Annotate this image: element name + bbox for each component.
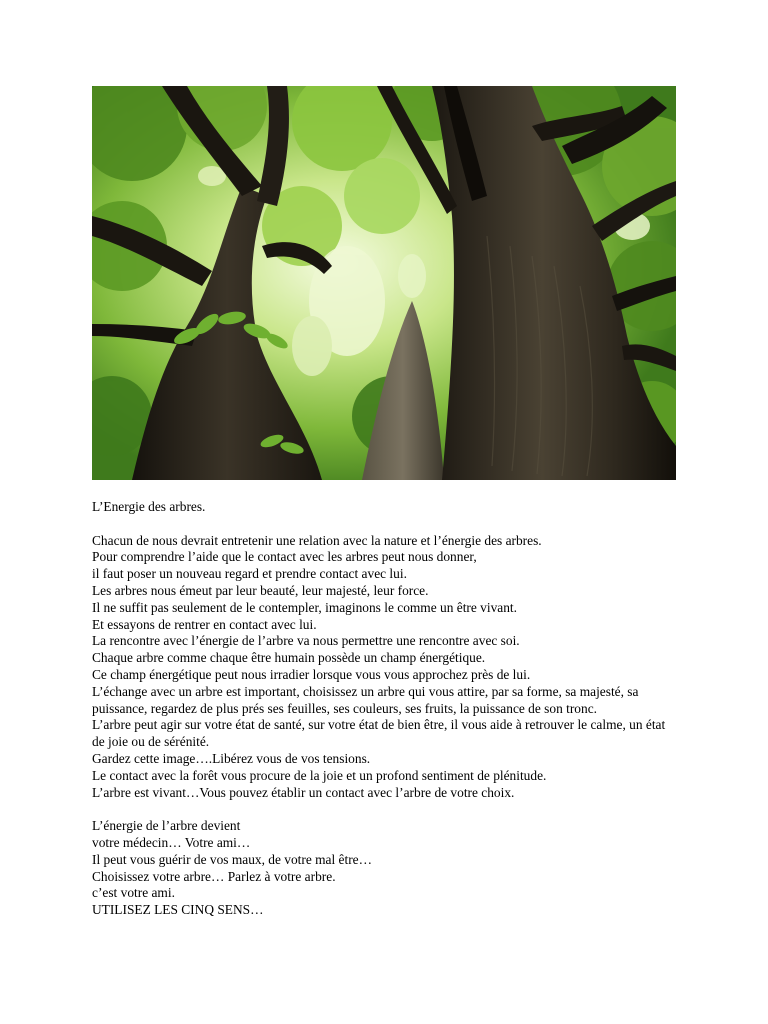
text-line: L’arbre est vivant…Vous pouvez établir un contact avec l’arbre de votre choix.	[92, 784, 515, 800]
text-line: Choisissez votre arbre… Parlez à votre arbre.	[92, 868, 336, 884]
tree-canopy-photo	[92, 86, 676, 480]
text-line: Et essayons de rentrer en contact avec lui.	[92, 616, 317, 632]
article-title: L’Energie des arbres.	[92, 499, 206, 514]
text-line: Pour comprendre l’aide que le contact avec les arbres peut nous donner,	[92, 549, 477, 565]
text-line: il faut poser un nouveau regard et prendre contact avec lui.	[92, 566, 407, 582]
article-text	[92, 499, 692, 919]
text-line: Ce champ énergétique peut nous irradier lorsque vous vous approchez près de lui.	[92, 666, 531, 682]
text-line: L’échange avec un arbre est important, choisissez un arbre qui vous attire, par sa forme, sa majesté, sa puissance, regardez de plus prés ses feuilles, ses couleurs, ses fruits, la puissance de son tronc.	[92, 683, 639, 716]
text-line: votre médecin… Votre ami…	[92, 834, 251, 850]
text-line: Il peut vous guérir de vos maux, de votre mal être…	[92, 851, 373, 867]
text-line: Chaque arbre comme chaque être humain possède un champ énergétique.	[92, 650, 486, 666]
text-line: Le contact avec la forêt vous procure de la joie et un profond sentiment de plénitude.	[92, 767, 547, 783]
text-line: La rencontre avec l’énergie de l’arbre va nous permettre une rencontre avec soi.	[92, 633, 520, 649]
text-line: c’est votre ami.	[92, 885, 175, 901]
text-line: L’énergie de l’arbre devient	[92, 818, 241, 834]
text-line: UTILISEZ LES CINQ SENS…	[92, 902, 264, 918]
text-line: Gardez cette image….Libérez vous de vos tensions.	[92, 750, 371, 766]
text-line: L’arbre peut agir sur votre état de santé, sur votre état de bien être, il vous aide à retrouver le calme, un état de joie ou de sérénité.	[92, 717, 666, 750]
text-line: Chacun de nous devrait entretenir une relation avec la nature et l’énergie des arbres.	[92, 532, 542, 548]
paragraph-1	[92, 533, 692, 802]
paragraph-2	[92, 818, 692, 919]
text-line: Les arbres nous émeut par leur beauté, leur majesté, leur force.	[92, 582, 429, 598]
text-line: Il ne suffit pas seulement de le contempler, imaginons le comme un être vivant.	[92, 599, 517, 615]
